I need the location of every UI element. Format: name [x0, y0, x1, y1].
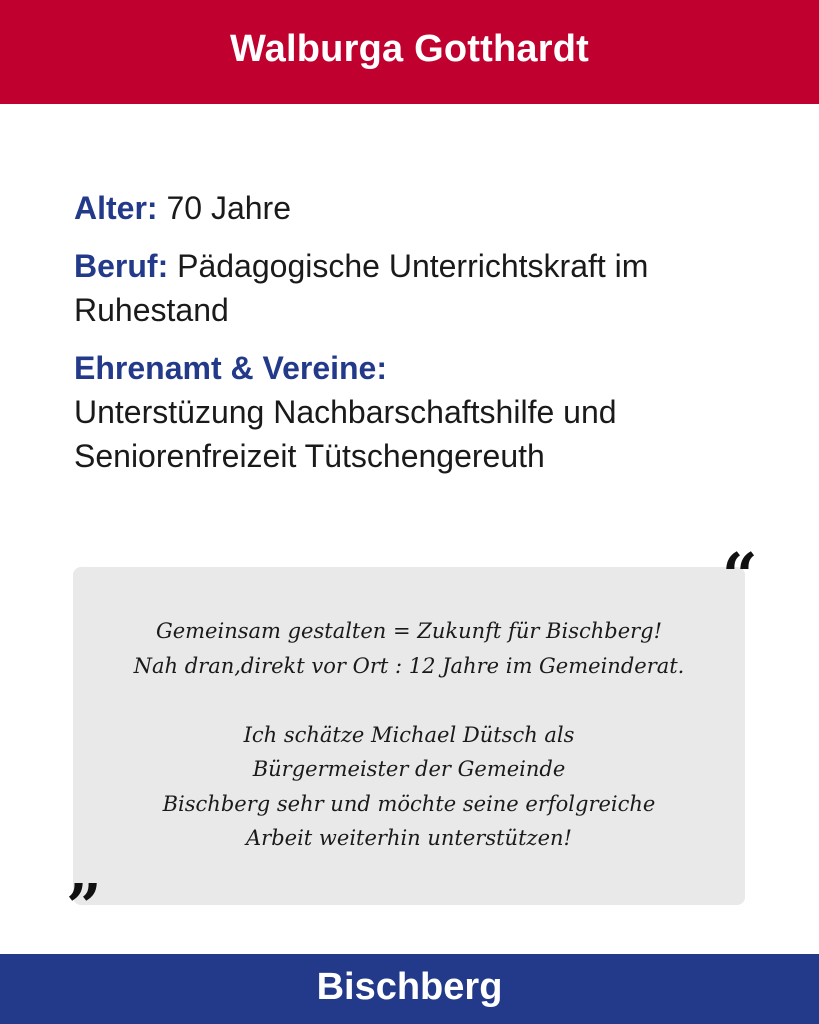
quote-line: Bürgermeister der Gemeinde [252, 757, 566, 781]
profile-info [74, 186, 774, 492]
age-row [74, 186, 774, 230]
job-value: Pädagogische Unterrichtskraft im Ruhestand [74, 248, 649, 328]
age-label: Alter: [74, 190, 158, 226]
quote-line: Bischberg sehr und möchte seine erfolgreiche [162, 791, 656, 816]
quote-text [73, 614, 745, 856]
quote-line: Ich schätze Michael Dütsch als [243, 722, 575, 747]
job-row [74, 244, 774, 332]
honorary-row [74, 346, 774, 478]
quote-line [73, 683, 745, 718]
open-quote-icon: “ [722, 539, 758, 612]
header-bar [0, 0, 819, 104]
quote-line: Gemeinsam gestalten = Zukunft für Bischberg! [155, 619, 663, 643]
close-quote-icon: ” [66, 870, 102, 943]
footer-place: Bischberg [316, 965, 503, 1008]
quote-line: Nah dran,direkt vor Ort : 12 Jahre im Gemeinderat. [133, 653, 685, 678]
age-value: 70 Jahre [166, 190, 291, 226]
quote-line: Arbeit weiterhin unterstützen! [246, 826, 572, 850]
honorary-label: Ehrenamt & Vereine: [74, 350, 387, 386]
honorary-value: Unterstüzung Nachbarschaftshilfe und Seniorenfreizeit Tütschengereuth [74, 394, 617, 474]
quote-box [73, 567, 745, 905]
footer-bar [0, 954, 819, 1024]
candidate-name: Walburga Gotthardt [230, 27, 589, 70]
job-label: Beruf: [74, 248, 169, 284]
